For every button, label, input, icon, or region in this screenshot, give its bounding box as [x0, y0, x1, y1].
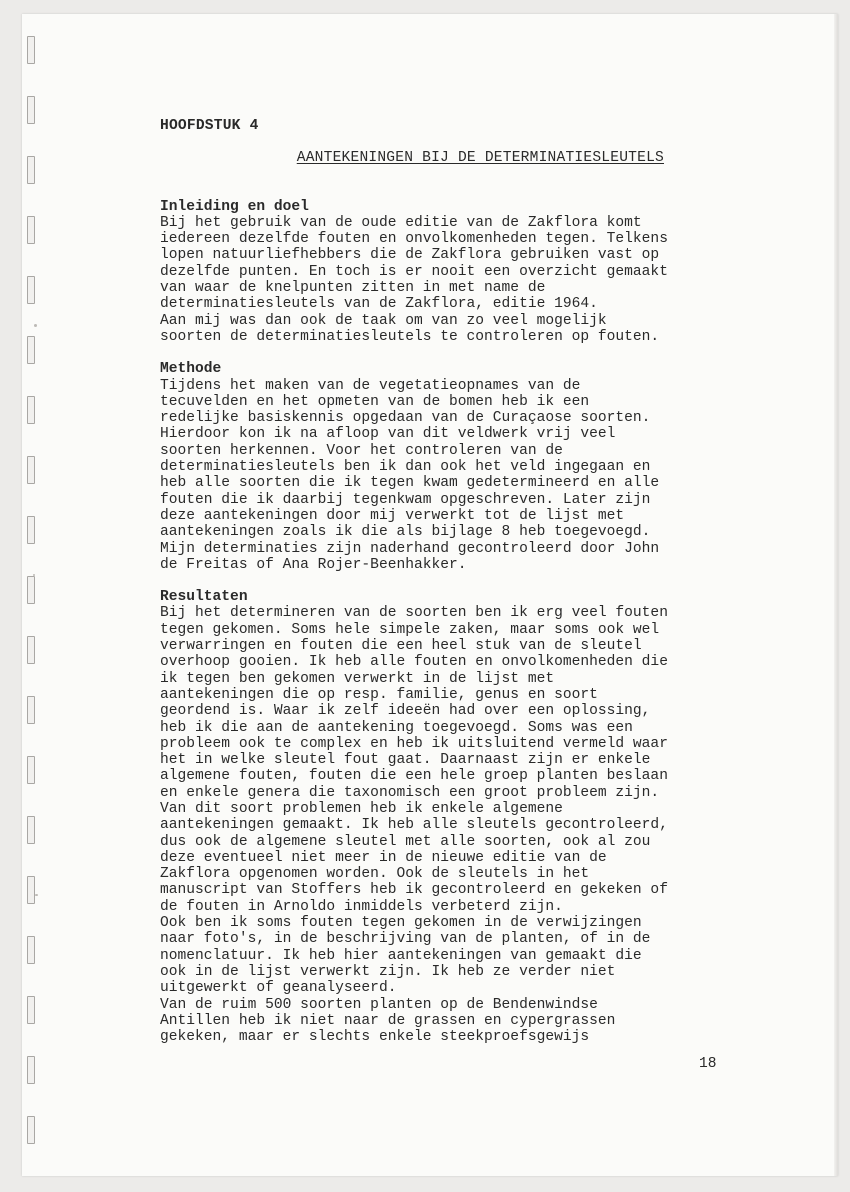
- text-line: de Freitas of Ana Rojer-Beenhakker.: [160, 556, 467, 573]
- section-methode: [160, 361, 740, 573]
- section-heading: Inleiding en doel: [160, 198, 309, 215]
- text-line: Van de ruim 500 soorten planten op de Bendenwindse: [160, 996, 598, 1013]
- punch-hole: [27, 456, 35, 484]
- punch-hole: [27, 576, 35, 604]
- punch-hole: [27, 276, 35, 304]
- text-line: redelijke basiskennis opgedaan van de Curaçaose soorten.: [160, 410, 651, 427]
- punch-hole: [27, 696, 35, 724]
- text-line: naar foto's, in de beschrijving van de planten, of in de: [160, 931, 651, 948]
- text-line: tecuvelden en het opmeten van de bomen heb ik een: [160, 393, 590, 410]
- text-line: aantekeningen zoals ik die als bijlage 8 heb toegevoegd.: [160, 524, 651, 541]
- punch-hole: [27, 96, 35, 124]
- text-line: heb alle soorten die ik tegen kwam gedetermineerd en alle: [160, 475, 660, 492]
- text-line: geordend is. Waar ik zelf ideeën had over een oplossing,: [160, 703, 651, 720]
- text-line: Bij het gebruik van de oude editie van de Zakflora komt: [160, 214, 642, 231]
- text-line: dezelfde punten. En toch is er nooit een overzicht gemaakt: [160, 263, 668, 280]
- punch-hole: [27, 936, 35, 964]
- punch-hole: [27, 336, 35, 364]
- text-line: Tijdens het maken van de vegetatieopnames van de: [160, 377, 581, 394]
- text-line: en enkele genera die taxonomisch een groot probleem zijn.: [160, 784, 660, 801]
- text-line: nomenclatuur. Ik heb hier aantekeningen van gemaakt die: [160, 947, 642, 964]
- paper-speck: [34, 324, 37, 327]
- text-line: Ook ben ik soms fouten tegen gekomen in de verwijzingen: [160, 915, 642, 932]
- text-line: heb ik die aan de aantekening toegevoegd. Soms was een: [160, 719, 633, 736]
- text-line: Mijn determinaties zijn naderhand gecontroleerd door John: [160, 540, 660, 557]
- text-line: van waar de knelpunten zitten in met name de: [160, 280, 546, 297]
- text-line: Van dit soort problemen heb ik enkele algemene: [160, 800, 563, 817]
- document-body: [160, 118, 740, 1045]
- page-edge-shadow: [834, 14, 838, 1176]
- text-line: fouten die ik daarbij tegenkwam opgeschreven. Later zijn: [160, 491, 651, 508]
- punch-hole: [27, 996, 35, 1024]
- section-body: [160, 605, 740, 1045]
- text-line: Antillen heb ik niet naar de grassen en cypergrassen: [160, 1012, 616, 1029]
- text-line: soorten de determinatiesleutels te controleren op fouten.: [160, 328, 660, 345]
- text-line: tegen gekomen. Soms hele simpele zaken, maar soms ook wel: [160, 621, 660, 638]
- punch-hole: [27, 756, 35, 784]
- text-line: manuscript van Stoffers heb ik gecontroleerd en gekeken of: [160, 882, 668, 899]
- text-line: lopen natuurliefhebbers die de Zakflora gebruiken vast op: [160, 247, 660, 264]
- text-line: uitgewerkt of geanalyseerd.: [160, 980, 397, 997]
- punch-hole: [27, 1116, 35, 1144]
- punch-hole: [27, 216, 35, 244]
- section-inleiding: [160, 199, 740, 346]
- punch-hole: [27, 396, 35, 424]
- text-line: determinatiesleutels van de Zakflora, editie 1964.: [160, 296, 598, 313]
- text-line: overhoop gooien. Ik heb alle fouten en onvolkomenheden die: [160, 654, 668, 671]
- section-body: [160, 378, 740, 574]
- chapter-label: HOOFDSTUK 4: [160, 118, 259, 134]
- text-line: aantekeningen gemaakt. Ik heb alle sleutels gecontroleerd,: [160, 817, 668, 834]
- section-heading: Methode: [160, 361, 222, 378]
- text-line: deze eventueel niet meer in de nieuwe editie van de: [160, 849, 607, 866]
- paper-speck: [33, 574, 35, 576]
- text-line: de fouten in Arnoldo inmiddels verbeterd zijn.: [160, 898, 563, 915]
- section-body: [160, 215, 740, 345]
- text-line: deze aantekeningen door mij verwerkt tot de lijst met: [160, 507, 625, 524]
- page-number: 18: [699, 1056, 717, 1072]
- punch-hole: [27, 816, 35, 844]
- text-line: probleem ook te complex en heb ik uitsluitend vermeld waar: [160, 735, 668, 752]
- text-line: aantekeningen die op resp. familie, genus en soort: [160, 686, 598, 703]
- document-title: AANTEKENINGEN BIJ DE DETERMINATIESLEUTELS: [296, 150, 664, 167]
- punch-hole: [27, 516, 35, 544]
- text-line: Bij het determineren van de soorten ben ik erg veel fouten: [160, 605, 668, 622]
- section-resultaten: [160, 589, 740, 1045]
- text-line: gekeken, maar er slechts enkele steekproefsgewijs: [160, 1029, 590, 1046]
- binding-punch-holes: [27, 32, 41, 1172]
- section-heading: Resultaten: [160, 589, 248, 606]
- text-line: iedereen dezelfde fouten en onvolkomenheden tegen. Telkens: [160, 231, 668, 248]
- text-line: ik tegen ben gekomen verwerkt in de lijst met: [160, 670, 555, 687]
- text-line: Aan mij was dan ook de taak om van zo veel mogelijk: [160, 312, 607, 329]
- text-line: determinatiesleutels ben ik dan ook het veld ingegaan en: [160, 459, 651, 476]
- text-line: Hierdoor kon ik na afloop van dit veldwerk vrij veel: [160, 426, 616, 443]
- text-line: verwarringen en fouten die een heel stuk van de sleutel: [160, 638, 642, 655]
- text-line: dus ook de algemene sleutel met alle soorten, ook al zou: [160, 833, 651, 850]
- punch-hole: [27, 636, 35, 664]
- text-line: ook in de lijst verwerkt zijn. Ik heb ze verder niet: [160, 963, 616, 980]
- text-line: Zakflora opgenomen worden. Ook de sleutels in het: [160, 866, 590, 883]
- punch-hole: [27, 1056, 35, 1084]
- text-line: het in welke sleutel fout gaat. Daarnaast zijn er enkele: [160, 752, 651, 769]
- punch-hole: [27, 36, 35, 64]
- punch-hole: [27, 876, 35, 904]
- paper-page: [22, 14, 838, 1176]
- paper-speck: [35, 894, 38, 896]
- text-line: algemene fouten, fouten die een hele groep planten beslaan: [160, 768, 668, 785]
- text-line: soorten herkennen. Voor het controleren van de: [160, 442, 563, 459]
- punch-hole: [27, 156, 35, 184]
